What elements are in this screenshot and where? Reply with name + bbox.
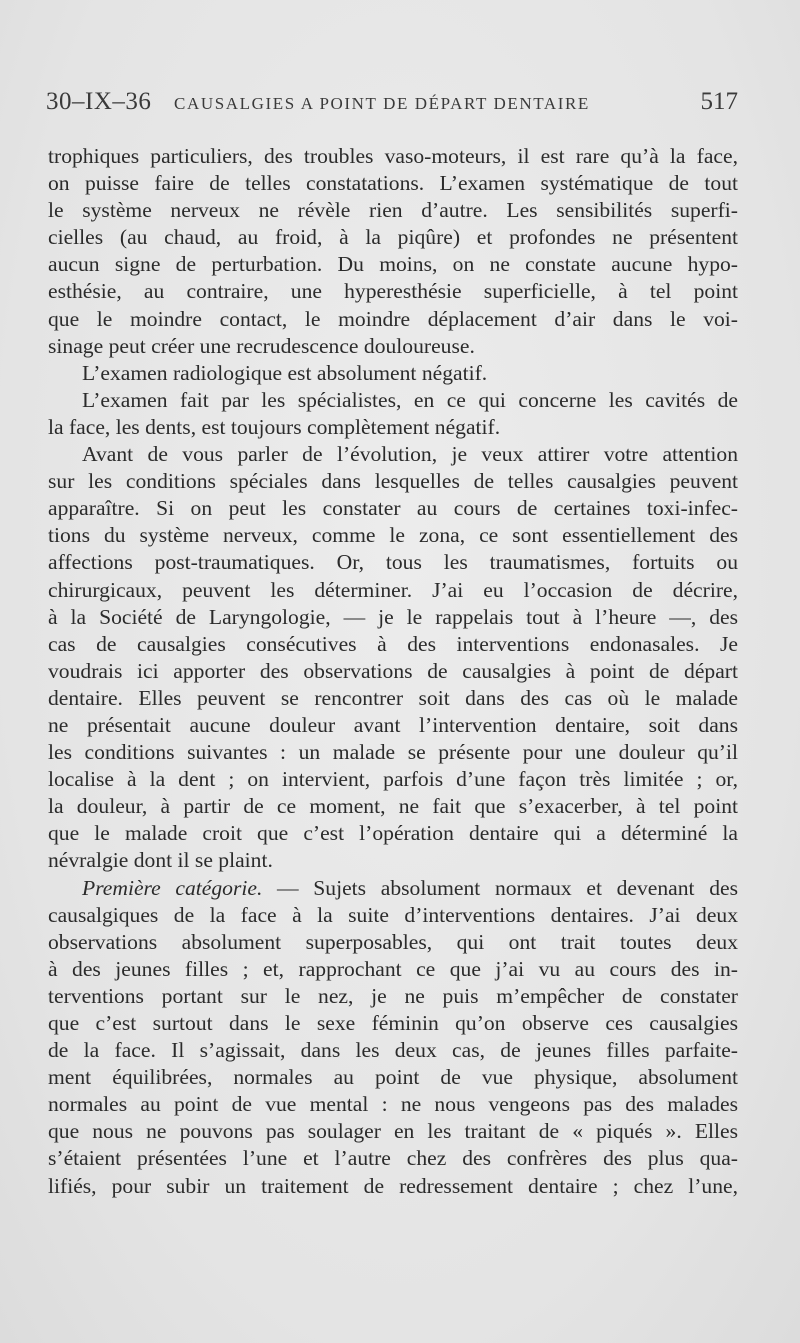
text-line: L’examen radiologique est absolument négatif.: [82, 360, 488, 385]
text-line: s’étaient présentées l’une et l’autre chez des confrères des plus qua-: [48, 1146, 738, 1171]
text-line: que le moindre contact, le moindre déplacement d’air dans le voi-: [48, 306, 738, 331]
text-line: cielles (au chaud, au froid, à la piqûre) et profondes ne présentent: [48, 225, 738, 250]
text-line: [48, 875, 738, 902]
text-line: que nous ne pouvons pas soulager en les traitant de « piqués ». Elles: [48, 1119, 738, 1144]
text-line: observations absolument superposables, qui ont trait toutes deux: [48, 929, 738, 954]
text-line: causalgiques de la face à la suite d’interventions dentaires. J’ai deux: [48, 902, 738, 927]
text-line: à des jeunes filles ; et, rapprochant ce que j’ai vu au cours des in-: [48, 956, 738, 981]
text-line: terventions portant sur le nez, je ne puis m’empêcher de constater: [48, 983, 738, 1008]
text-line: sur les conditions spéciales dans lesquelles de telles causalgies peuvent: [48, 469, 738, 494]
text-line: Avant de vous parler de l’évolution, je veux attirer votre attention: [82, 442, 738, 467]
text-line: ne présentait aucune douleur avant l’intervention dentaire, soit dans: [48, 712, 738, 737]
text-line: voudrais ici apporter des observations de causalgies à point de départ: [48, 658, 738, 683]
text-line: que c’est surtout dans le sexe féminin qu’on observe ces causalgies: [48, 1011, 738, 1035]
text-line: la face, les dents, est toujours complètement négatif.: [48, 414, 501, 439]
header-title: CAUSALGIES A POINT DE DÉPART DENTAIRE: [174, 94, 590, 113]
em-dash: —: [262, 875, 314, 900]
text-line: esthésie, au contraire, une hyperesthésie superficielle, à tel point: [48, 279, 738, 304]
text-line: que le malade croit que c’est l’opération dentaire qui a déterminé la: [48, 821, 738, 846]
running-header: [46, 88, 738, 124]
text-line: localise à la dent ; on intervient, parfois d’une façon très limitée ; or,: [48, 767, 738, 792]
text-line: cas de causalgies consécutives à des interventions endonasales. Je: [48, 631, 738, 656]
body-text: [48, 143, 738, 1200]
text-line: dentaire. Elles peuvent se rencontrer soit dans des cas où le malade: [48, 685, 738, 710]
text-line: la douleur, à partir de ce moment, ne fait que s’exacerber, à tel point: [48, 794, 738, 819]
text-line: de la face. Il s’agissait, dans les deux cas, de jeunes filles parfaite-: [48, 1038, 738, 1063]
text-line: trophiques particuliers, des troubles vaso-moteurs, il est rare qu’à la face,: [48, 144, 738, 168]
text-line: apparaître. Si on peut les constater au cours de certaines toxi-infec-: [48, 496, 738, 521]
text-line: on puisse faire de telles constatations. L’examen systématique de tout: [48, 171, 738, 196]
text-line: L’examen fait par les spécialistes, en ce qui concerne les cavités de: [82, 387, 738, 412]
text-line: normales au point de vue mental : ne nous vengeons pas des malades: [48, 1092, 738, 1117]
text-line: chirurgicaux, peuvent les déterminer. J’ai eu l’occasion de décrire,: [48, 577, 738, 602]
text-line: aucun signe de perturbation. Du moins, on ne constate aucune hypo-: [48, 252, 738, 277]
line-text: Sujets absolument normaux et devenant des: [313, 875, 738, 900]
text-line: les conditions suivantes : un malade se présente pour une douleur qu’il: [48, 740, 738, 765]
text-line: tions du système nerveux, comme le zona, ce sont essentiellement des: [48, 523, 738, 548]
section-heading-italic: Première catégorie.: [82, 875, 263, 900]
text-line: le système nerveux ne révèle rien d’autre. Les sensibilités superfi-: [48, 198, 738, 223]
text-line: névralgie dont il se plaint.: [48, 848, 273, 873]
text-line: sinage peut créer une recrudescence douloureuse.: [48, 333, 475, 358]
page-number: 517: [700, 88, 738, 115]
header-date: 30–IX–36: [46, 88, 152, 115]
text-line: affections post-traumatiques. Or, tous les traumatismes, fortuits ou: [48, 550, 738, 575]
text-line: ment équilibrées, normales au point de vue physique, absolument: [48, 1065, 738, 1090]
text-line: à la Société de Laryngologie, — je le rappelais tout à l’heure —, des: [48, 604, 738, 629]
text-line: lifiés, pour subir un traitement de redressement dentaire ; chez l’une,: [48, 1173, 738, 1198]
